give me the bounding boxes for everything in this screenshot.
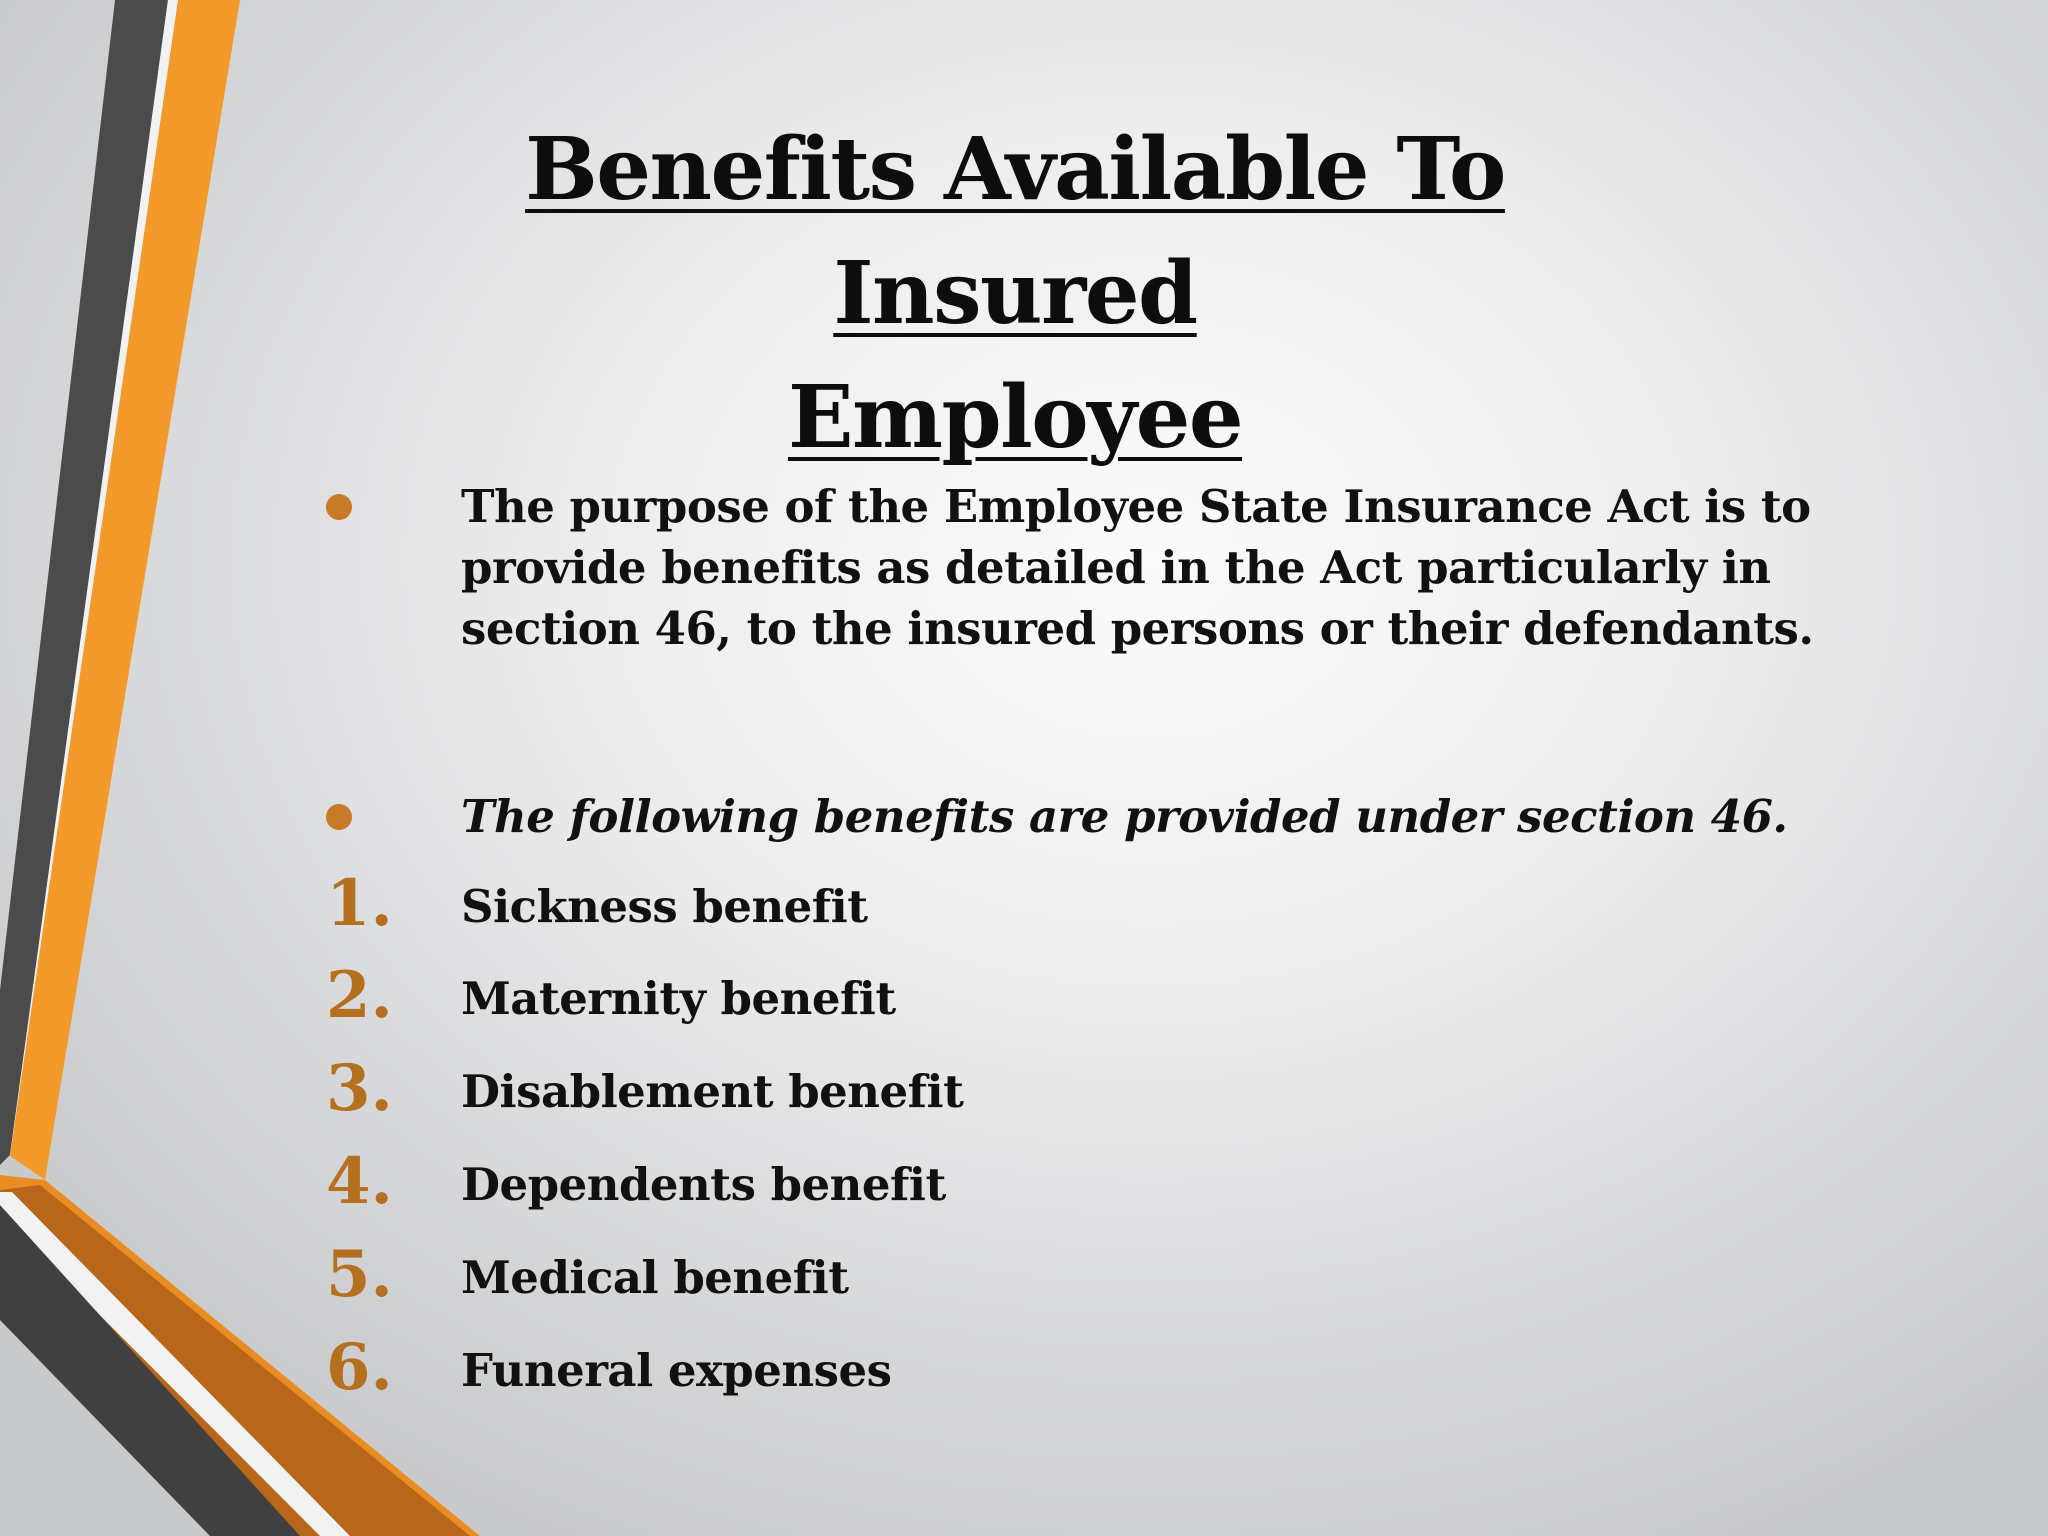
bullet-dot-icon	[326, 804, 352, 830]
purpose-paragraph: The purpose of the Employee State Insurance Act is to provide benefits as detailed in the Act particularly in section 46, to the insured persons or their defendants.	[461, 480, 1814, 655]
bullet-dot-icon	[326, 494, 352, 520]
list-number: 3.	[326, 1051, 393, 1126]
list-label: Medical benefit	[461, 1251, 849, 1304]
list-number: 1.	[326, 866, 393, 941]
list-label: Dependents benefit	[461, 1158, 946, 1211]
list-item-dependents	[326, 1144, 1526, 1240]
list-label: Maternity benefit	[461, 972, 896, 1025]
list-label: Funeral expenses	[461, 1344, 892, 1397]
title-line-2: Employee	[787, 367, 1243, 468]
intro-text: The following benefits are provided under section 46.	[461, 790, 1788, 843]
list-label: Sickness benefit	[461, 880, 868, 933]
list-number: 6.	[326, 1330, 393, 1405]
slide-title	[330, 108, 1700, 480]
list-number: 5.	[326, 1237, 393, 1312]
list-item-medical	[326, 1237, 1526, 1333]
list-item-disablement	[326, 1051, 1526, 1147]
list-item-sickness	[326, 866, 1526, 962]
title-line-1: Benefits Available To Insured	[525, 119, 1505, 344]
list-label: Disablement benefit	[461, 1065, 964, 1118]
list-item-maternity	[326, 958, 1526, 1054]
list-number: 4.	[326, 1144, 393, 1219]
list-number: 2.	[326, 958, 393, 1033]
list-item-funeral	[326, 1330, 1526, 1426]
